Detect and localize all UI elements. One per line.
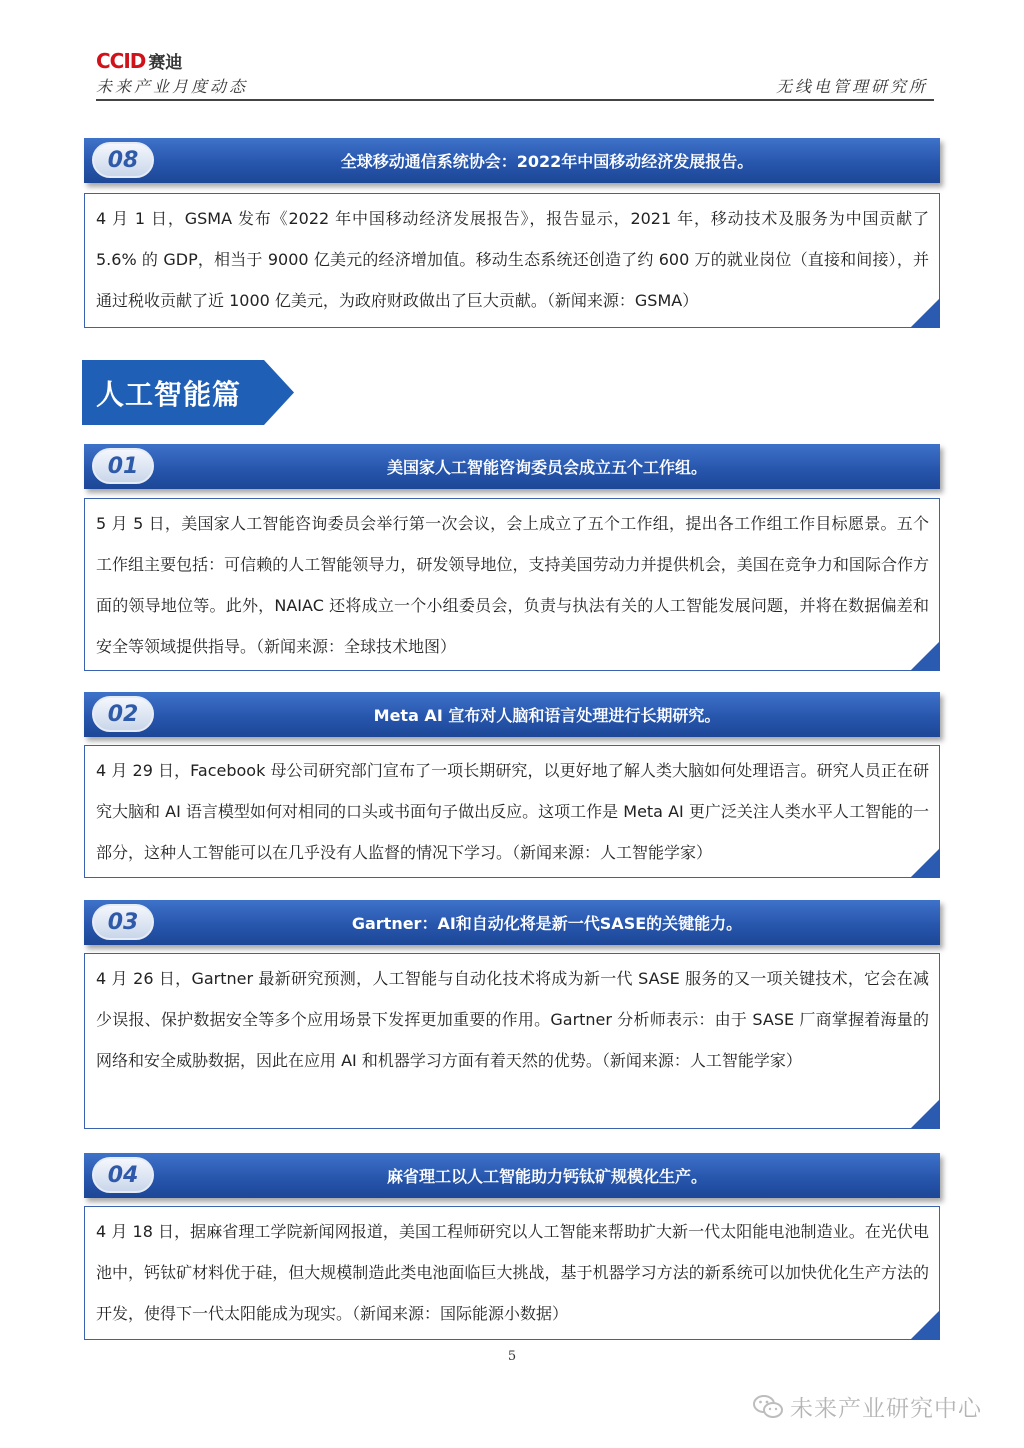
news-number-badge: 03: [92, 904, 154, 940]
news-box-02: [84, 745, 940, 878]
logo-ccid-text: CCID: [96, 49, 146, 73]
news-body: 4 月 1 日，GSMA 发布《2022 年中国移动经济发展报告》，报告显示，2021 年，移动技术及服务为中国贡献了 5.6% 的 GDP，相当于 9000 亿美元的经济增加值。移动生态系统还创造了约 600 万的就业岗位（直接和间接），并通过税收贡献了近 1000 亿美元，为政府财政做出了巨大贡献。（新闻来源：GSMA）: [96, 209, 929, 310]
news-body: 4 月 26 日，Gartner 最新研究预测，人工智能与自动化技术将成为新一代 SASE 服务的又一项关键技术，它会在减少误报、保护数据安全等多个应用场景下发挥更加重要的作用。Gartner 分析师表示：由于 SASE 厂商掌握着海量的网络和安全威胁数据，因此在应用 AI 和机器学习方面有着天然的优势。（新闻来源：人工智能学家）: [96, 969, 929, 1070]
header-right-title: 无线电管理研究所: [775, 77, 928, 96]
corner-triangle: [910, 641, 940, 671]
news-box-03: [84, 953, 940, 1129]
news-number-badge: 02: [92, 696, 154, 732]
news-box-01: [84, 498, 940, 671]
news-body: 4 月 18 日，据麻省理工学院新闻网报道，美国工程师研究以人工智能来帮助扩大新一代太阳能电池制造业。在光伏电池中，钙钛矿材料优于硅，但大规模制造此类电池面临巨大挑战，基于机器学习方法的新系统可以加快优化生产方法的开发，使得下一代太阳能成为现实。（新闻来源：国际能源小数据）: [96, 1222, 929, 1323]
section-heading: [82, 360, 294, 425]
wechat-icon: [752, 1394, 784, 1420]
news-title: Gartner：AI和自动化将是新一代SASE的关键能力。: [351, 914, 743, 933]
corner-triangle: [910, 298, 940, 328]
logo-cn-text: 赛迪: [148, 53, 183, 73]
news-body: 4 月 29 日，Facebook 母公司研究部门宣布了一项长期研究，以更好地了解人类大脑如何处理语言。研究人员正在研究大脑和 AI 语言模型如何对相同的口头或书面句子做出反应。这项工作是 Meta AI 更广泛关注人类水平人工智能的一部分，这种人工智能可以在几乎没有人监督的情况下学习。（新闻来源：人工智能学家）: [96, 761, 929, 862]
news-box-04: [84, 1206, 940, 1340]
corner-triangle: [910, 848, 940, 878]
news-bar-02: [84, 692, 940, 737]
watermark: [752, 1390, 982, 1423]
news-bar-03: [84, 900, 940, 945]
news-number-badge: 01: [92, 448, 154, 484]
watermark-text: 未来产业研究中心: [790, 1396, 982, 1422]
section-title: 人工智能篇: [96, 377, 242, 411]
corner-triangle: [910, 1099, 940, 1129]
news-title: Meta AI 宣布对人脑和语言处理进行长期研究。: [373, 706, 721, 725]
header-divider: [96, 99, 934, 101]
news-bar-08: [84, 138, 940, 183]
news-bar-01: [84, 444, 940, 489]
page-number: 5: [507, 1349, 517, 1364]
news-number-badge: 08: [92, 142, 154, 178]
ccid-logo: [96, 48, 182, 73]
news-bar-04: [84, 1153, 940, 1198]
corner-triangle: [910, 1310, 940, 1340]
news-title: 全球移动通信系统协会：2022年中国移动经济发展报告。: [340, 152, 754, 171]
header-left-title: 未来产业月度动态: [96, 77, 249, 96]
page-header: [96, 44, 934, 102]
news-body: 5 月 5 日，美国家人工智能咨询委员会举行第一次会议，会上成立了五个工作组，提出各工作组工作目标愿景。五个工作组主要包括：可信赖的人工智能领导力，研发领导地位，支持美国劳动力并提供机会，美国在竞争力和国际合作方面的领导地位等。此外，NAIAC 还将成立一个小组委员会，负责与执法有关的人工智能发展问题，并将在数据偏差和安全等领域提供指导。（新闻来源：全球技术地图）: [96, 514, 929, 656]
news-box-08: [84, 193, 940, 328]
news-number-badge: 04: [92, 1157, 154, 1193]
news-title: 麻省理工以人工智能助力钙钛矿规模化生产。: [386, 1167, 707, 1186]
news-title: 美国家人工智能咨询委员会成立五个工作组。: [386, 458, 707, 477]
